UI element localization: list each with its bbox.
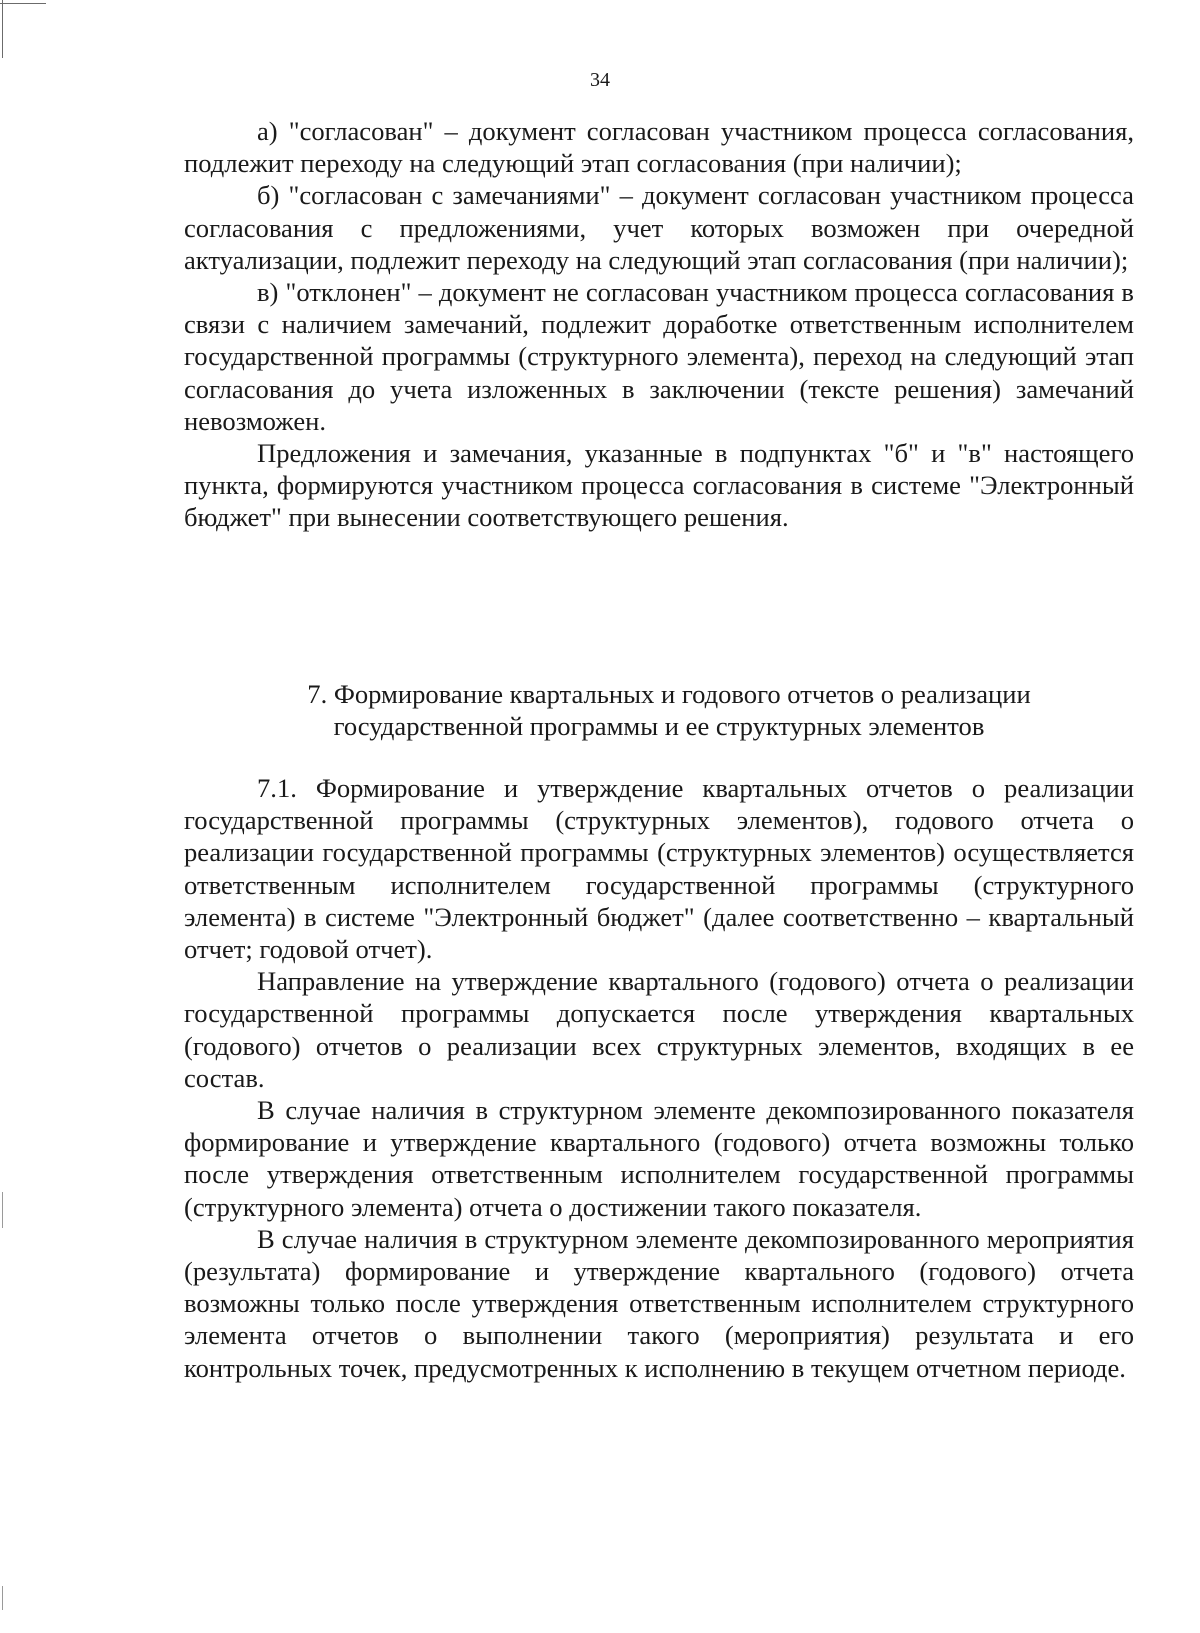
paragraph-item-v: в) "отклонен" – документ не согласован участником процесса согласования в связи с наличием замечаний, подлежит доработке ответственным исполнителем государственной программы (структурного элемента), переход на следующий этап согласования до учета изложенных в заключении (тексте решения) замечаний невозможен. xyxy=(184,277,1134,436)
section-heading-line: 7. Формирование квартальных и годового отчетов о реализации xyxy=(307,679,1031,709)
paragraph-item-b: б) "согласован с замечаниями" – документ согласован участником процесса согласования с предложениями, учет которых возможен при очередной актуализации, подлежит переходу на следующий этап согласования (при наличии); xyxy=(184,180,1134,275)
paragraph-7-1: 7.1. Формирование и утверждение квартальных отчетов о реализации государственной программы (структурных элементов), годового отчета о реализации государственной программы (структурных элементов) осуществляется ответственным исполнителем государственной программы (структурного элемента) в системе "Электронный бюджет" (далее соответственно – квартальный отчет; годовой отчет). xyxy=(184,773,1134,965)
page-number: 34 xyxy=(590,69,610,91)
paragraph-item-a: а) "согласован" – документ согласован участником процесса согласования, подлежит переходу на следующий этап согласования (при наличии); xyxy=(184,116,1134,179)
scan-edge-line xyxy=(2,0,3,58)
text-block-top xyxy=(184,115,1134,534)
paragraph-proposals: Предложения и замечания, указанные в подпунктах "б" и "в" настоящего пункта, формируются участником процесса согласования в системе "Электронный бюджет" при вынесении соответствующего решения. xyxy=(184,438,1134,533)
section-heading xyxy=(184,678,1134,742)
paragraph-event: В случае наличия в структурном элементе декомпозированного мероприятия (результата) формирование и утверждение квартального (годового) отчета возможны только после утверждения ответственным исполнителем структурного элемента отчетов о выполнении такого (мероприятия) результата и его контрольных точек, предусмотренных к исполнению в текущем отчетном периоде. xyxy=(184,1223,1134,1383)
scan-edge-line xyxy=(0,3,46,4)
scan-margin-mark xyxy=(2,1586,3,1610)
scan-margin-mark xyxy=(2,1192,3,1228)
section-heading-line: государственной программы и ее структурных элементов xyxy=(333,711,985,742)
paragraph-indicator: В случае наличия в структурном элементе декомпозированного показателя формирование и утверждение квартального (годового) отчета возможны только после утверждения ответственным исполнителем государственной программы (структурного элемента) отчета о достижении такого показателя. xyxy=(184,1095,1134,1222)
text-block-bottom xyxy=(184,772,1134,1384)
paragraph-direction: Направление на утверждение квартального (годового) отчета о реализации государственной программы допускается после утверждения квартальных (годового) отчетов о реализации всех структурных элементов, входящих в ее состав. xyxy=(184,966,1134,1093)
